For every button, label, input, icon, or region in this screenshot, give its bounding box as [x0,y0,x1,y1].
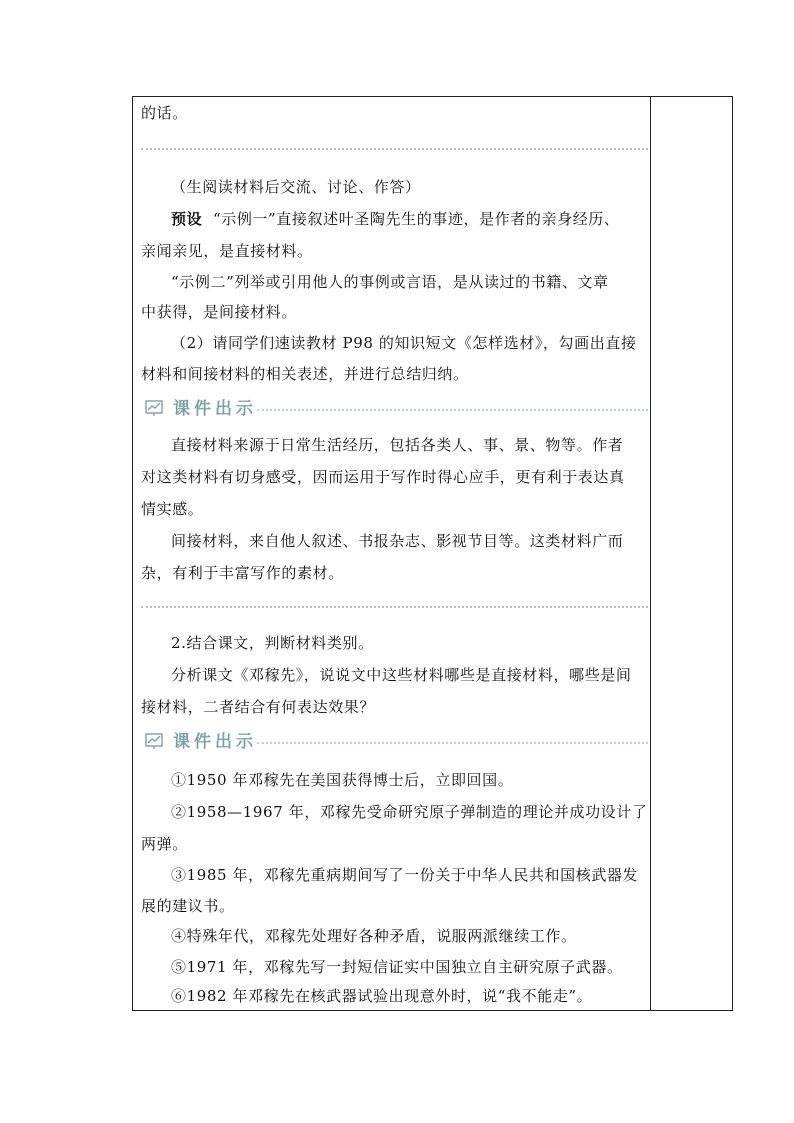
preset-label: 预设 [171,210,203,228]
lesson-table [132,96,733,1011]
text-line: 两弹。 [141,835,188,853]
text-line: 直接材料来源于日常生活经历，包括各类人、事、景、物等。作者 [171,436,624,454]
courseware-header [145,730,648,754]
dotted-divider [257,742,648,744]
text-line: 材料和间接材料的相关表述，并进行总结归纳。 [141,365,469,383]
presentation-chart-icon [145,733,163,749]
preset-text: “示例一”直接叙述叶圣陶先生的事迹，是作者的亲身经历、 [212,210,620,228]
text-line: 接材料，二者结合有何表达效果？ [141,698,376,716]
courseware-header [145,397,648,421]
text-line: 的话。 [141,104,188,122]
content-column [133,97,650,1010]
text-line: 亲闻亲见，是直接材料。 [141,242,313,260]
text-line [171,203,646,235]
presentation-chart-icon [145,400,163,416]
text-line: （生阅读材料后交流、讨论、作答） [171,178,421,196]
text-line: 对这类材料有切身感受，因而运用于写作时得心应手，更有利于表达真 [141,468,625,486]
dotted-divider [257,409,648,411]
dotted-divider [141,148,648,150]
text-line: 情实感。 [141,500,204,518]
text-line: （2）请同学们速读教材 P98 的知识短文《怎样选材》，勾画出直接 [171,334,637,352]
text-line: 展的建议书。 [141,897,235,915]
courseware-title: 课件出示 [173,399,257,419]
text-line: 杂，有利于丰富写作的素材。 [141,564,344,582]
text-line: 2.结合课文，判断材料类别。 [171,634,374,652]
text-line: 分析课文《邓稼先》，说说文中这些材料哪些是直接材料，哪些是间 [171,666,632,684]
dotted-divider [141,606,648,608]
courseware-title: 课件出示 [173,732,257,752]
list-item: ⑥1982 年邓稼先在核武器试验出现意外时，说“我不能走”。 [171,987,593,1005]
text-line: “示例二”列举或引用他人的事例或言语，是从读过的书籍、文章 [171,273,609,291]
column-divider [650,97,651,1010]
text-line: 中获得，是间接材料。 [141,303,298,321]
list-item: ⑤1971 年，邓稼先写一封短信证实中国独立自主研究原子武器。 [171,958,623,976]
text-line: 间接材料，来自他人叙述、书报杂志、影视节目等。这类材料广而 [171,532,624,550]
list-item: ④特殊年代，邓稼先处理好各种矛盾，说服两派继续工作。 [171,927,577,945]
list-item: ③1985 年，邓稼先重病期间写了一份关于中华人民共和国核武器发 [171,866,639,884]
list-item: ①1950 年邓稼先在美国获得博士后，立即回国。 [171,771,514,789]
list-item: ②1958—1967 年，邓稼先受命研究原子弹制造的理论并成功设计了 [171,803,648,821]
